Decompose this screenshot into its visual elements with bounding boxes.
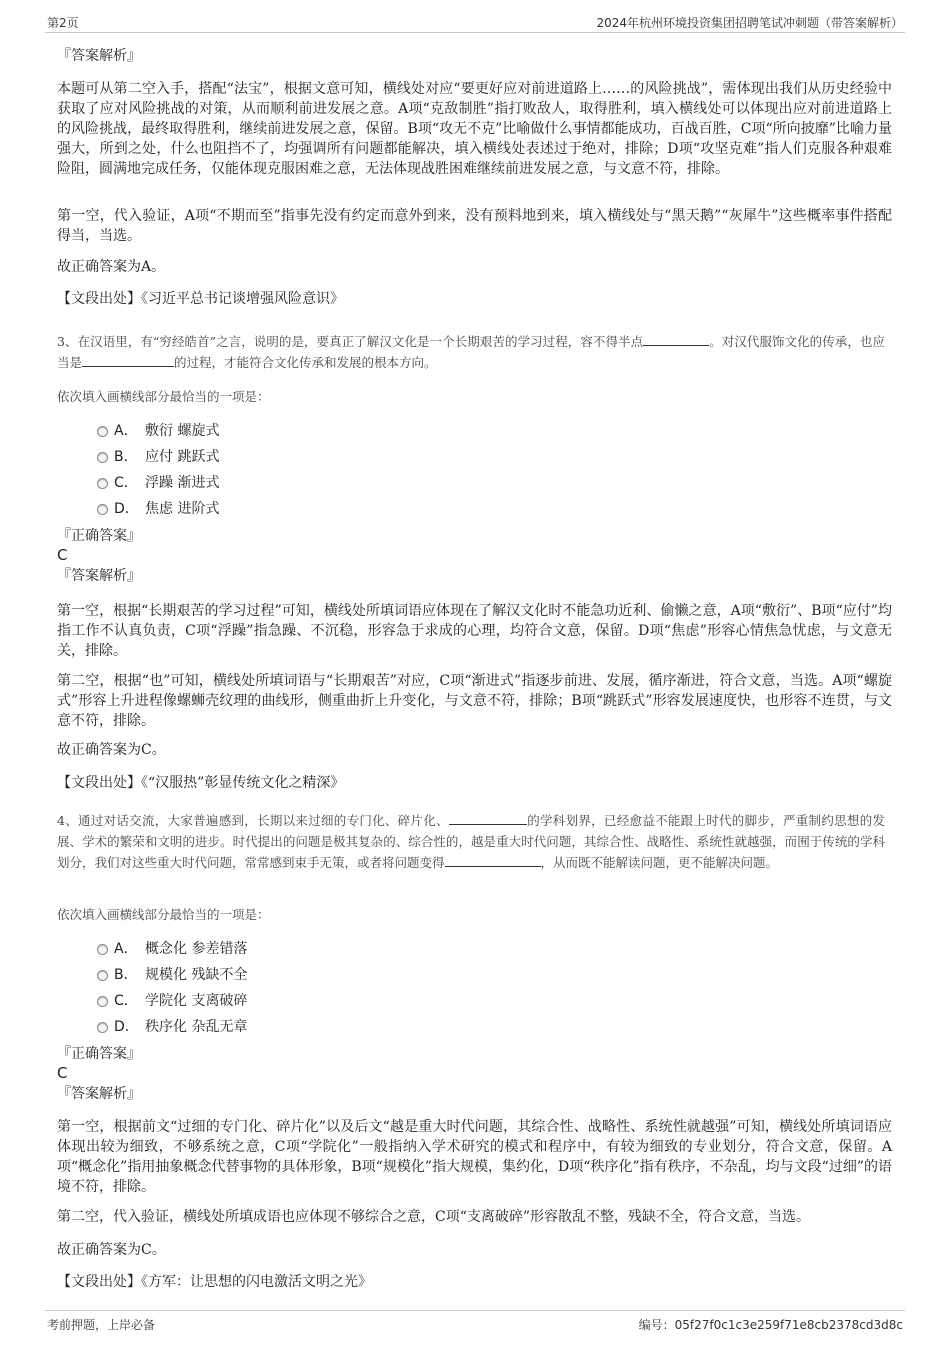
page-header	[45, 10, 905, 33]
radio-button-icon[interactable]	[97, 504, 108, 515]
q3-blank-2	[82, 354, 174, 367]
q4-analysis-para-2: 第二空，代入验证，横线处所填成语也应体现不够综合之意，C项“支离破碎”形容散乱不整，残缺不全，符合文意，当选。	[57, 1209, 811, 1225]
radio-button-icon[interactable]	[97, 452, 108, 463]
q4-stem-part-1: 4、通过对话交流，大家普遍感到，长期以来过细的专门化、碎片化、	[57, 813, 449, 828]
q4-blank-2	[445, 854, 541, 867]
q3-stem-part-2: 。对汉代服饰文化的传承，也应当是	[57, 334, 885, 370]
q3-stem-part-1: 3、在汉语里，有“穷经皓首”之言，说明的是，要真正了解汉文化是一个长期艰苦的学习过程，容不得半点	[57, 334, 644, 349]
option-text: 概念化 参差错落	[145, 941, 248, 957]
radio-button-icon[interactable]	[97, 478, 108, 489]
q3-prompt: 依次填入画横线部分最恰当的一项是：	[57, 389, 270, 404]
q3-analysis-para-1: 第一空，根据“长期艰苦的学习过程”可知，横线处所填词语应体现在了解汉文化时不能急功近利、偷懒之意，A项“敷衍”、B项“应付”均指工作不认真负责，C项“浮躁”指急躁、不沉稳，形容急于求成的心理，均符合文意，保留。D项“焦虑”形容心情焦急忧虑，与文意无关，排除。	[57, 603, 892, 659]
q3-analysis-para-2: 第二空，根据“也”可知，横线处所填词语与“长期艰苦”对应，C项“渐进式”指逐步前进、发展，循序渐进，符合文意，当选。A项“螺旋式”形容上升进程像螺蛳壳纹理的曲线形，侧重曲折上升变化，与文意不符，排除；B项“跳跃式”形容发展速度快，也形容不连贯，与文意不符，排除。	[57, 673, 892, 729]
option-text: 应付 跳跃式	[145, 449, 220, 465]
option-letter: A．	[114, 941, 138, 957]
option-text: 焦虑 进阶式	[145, 501, 220, 517]
option-letter: C．	[114, 475, 138, 491]
q2-analysis-para-2: 第一空，代入验证，A项“不期而至”指事先没有约定而意外到来，没有预料地到来，填入横线处与“黑天鹅”“灰犀牛”这些概率事件搭配得当，当选。	[57, 208, 892, 244]
q3-stem	[57, 331, 885, 373]
q4-source: 【文段出处】《方军：让思想的闪电激活文明之光》	[57, 1274, 372, 1290]
option-text: 学院化 支离破碎	[145, 993, 248, 1009]
q3-blank-1	[643, 333, 709, 346]
radio-button-icon[interactable]	[97, 996, 108, 1007]
q4-blank-1	[449, 812, 527, 825]
correct-answer-label: 『正确答案』	[57, 528, 141, 544]
analysis-label: 『答案解析』	[57, 48, 141, 64]
q4-stem	[57, 810, 885, 873]
q4-correct-answer: C	[57, 1064, 68, 1082]
option-letter: C．	[114, 993, 138, 1009]
option-text: 秩序化 杂乱无章	[145, 1019, 248, 1035]
analysis-label: 『答案解析』	[57, 1086, 141, 1102]
q3-correct-answer: C	[57, 546, 68, 564]
page-number: 第2页	[47, 16, 79, 30]
radio-button-icon[interactable]	[97, 1022, 108, 1033]
page-footer	[45, 1310, 905, 1335]
q4-stem-part-2: 的学科划界，已经愈益不能跟上时代的脚步，严重制约思想的发展、学术的繁荣和文明的进步。时代提出的问题是极其复杂的、综合性的，越是重大时代问题，其综合性、战略性、系统性就越强，而囿于传统的学科划分，我们对这些重大时代问题，常常感到束手无策，或者将问题变得	[57, 813, 885, 870]
q2-analysis-para-1: 本题可从第二空入手，搭配“法宝”，根据文意可知，横线处对应“要更好应对前进道路上……的风险挑战”，需体现出我们从历史经验中获取了应对风险挑战的对策，从而顺利前进发展之意。A项“克敌制胜”指打败敌人，取得胜利，填入横线处可以体现出应对前进道路上的风险挑战，最终取得胜利，继续前进发展之意，保留。B项“攻无不克”比喻做什么事情都能成功，百战百胜，C项“所向披靡”比喻力量强大，所到之处，什么也阻挡不了，均强调所有问题都能解决，填入横线处表述过于绝对，排除；D项“攻坚克难”指人们克服各种艰难险阻，圆满地完成任务，仅能体现克服困难之意，无法体现战胜困难继续前进发展之意，与文意不符，排除。	[57, 81, 892, 177]
document-id: 编号：05f27f0c1c3e259f71e8cb2378cd3d8c	[638, 1318, 903, 1332]
option-letter: A．	[114, 423, 138, 439]
option-text: 浮躁 渐进式	[145, 475, 220, 491]
q3-analysis-conclusion: 故正确答案为C。	[57, 742, 166, 758]
option-letter: B．	[114, 449, 138, 465]
q3-stem-part-3: 的过程，才能符合文化传承和发展的根本方向。	[174, 355, 437, 370]
option-text: 规模化 残缺不全	[145, 967, 248, 983]
q4-stem-part-3: ，从而既不能解读问题，更不能解决问题。	[540, 855, 779, 870]
document-title: 2024年杭州环境投资集团招聘笔试冲刺题（带答案解析）	[596, 16, 903, 30]
analysis-label: 『答案解析』	[57, 568, 141, 584]
q3-source: 【文段出处】《“汉服热”彰显传统文化之精深》	[57, 775, 345, 791]
correct-answer-label: 『正确答案』	[57, 1046, 141, 1062]
q4-prompt: 依次填入画横线部分最恰当的一项是：	[57, 907, 270, 922]
radio-button-icon[interactable]	[97, 426, 108, 437]
q4-analysis-conclusion: 故正确答案为C。	[57, 1242, 166, 1258]
q2-analysis-conclusion: 故正确答案为A。	[57, 259, 166, 275]
option-letter: D．	[114, 501, 139, 517]
q4-analysis-para-1: 第一空，根据前文“过细的专门化、碎片化”以及后文“越是重大时代问题，其综合性、战略性、系统性就越强”可知，横线处所填词语应体现出较为细致，不够系统之意，C项“学院化”一般指纳入学术研究的模式和程序中，有较为细致的专业划分，符合文意，保留。A项“概念化”指用抽象概念代替事物的具体形象，B项“规模化”指大规模，集约化，D项“秩序化”指有秩序，不杂乱，均与文段“过细”的语境不符，排除。	[57, 1119, 892, 1195]
radio-button-icon[interactable]	[97, 944, 108, 955]
option-text: 敷衍 螺旋式	[145, 423, 220, 439]
option-letter: D．	[114, 1019, 139, 1035]
option-letter: B．	[114, 967, 138, 983]
footer-slogan: 考前押题，上岸必备	[47, 1318, 156, 1332]
q2-source: 【文段出处】《习近平总书记谈增强风险意识》	[57, 291, 344, 307]
radio-button-icon[interactable]	[97, 970, 108, 981]
